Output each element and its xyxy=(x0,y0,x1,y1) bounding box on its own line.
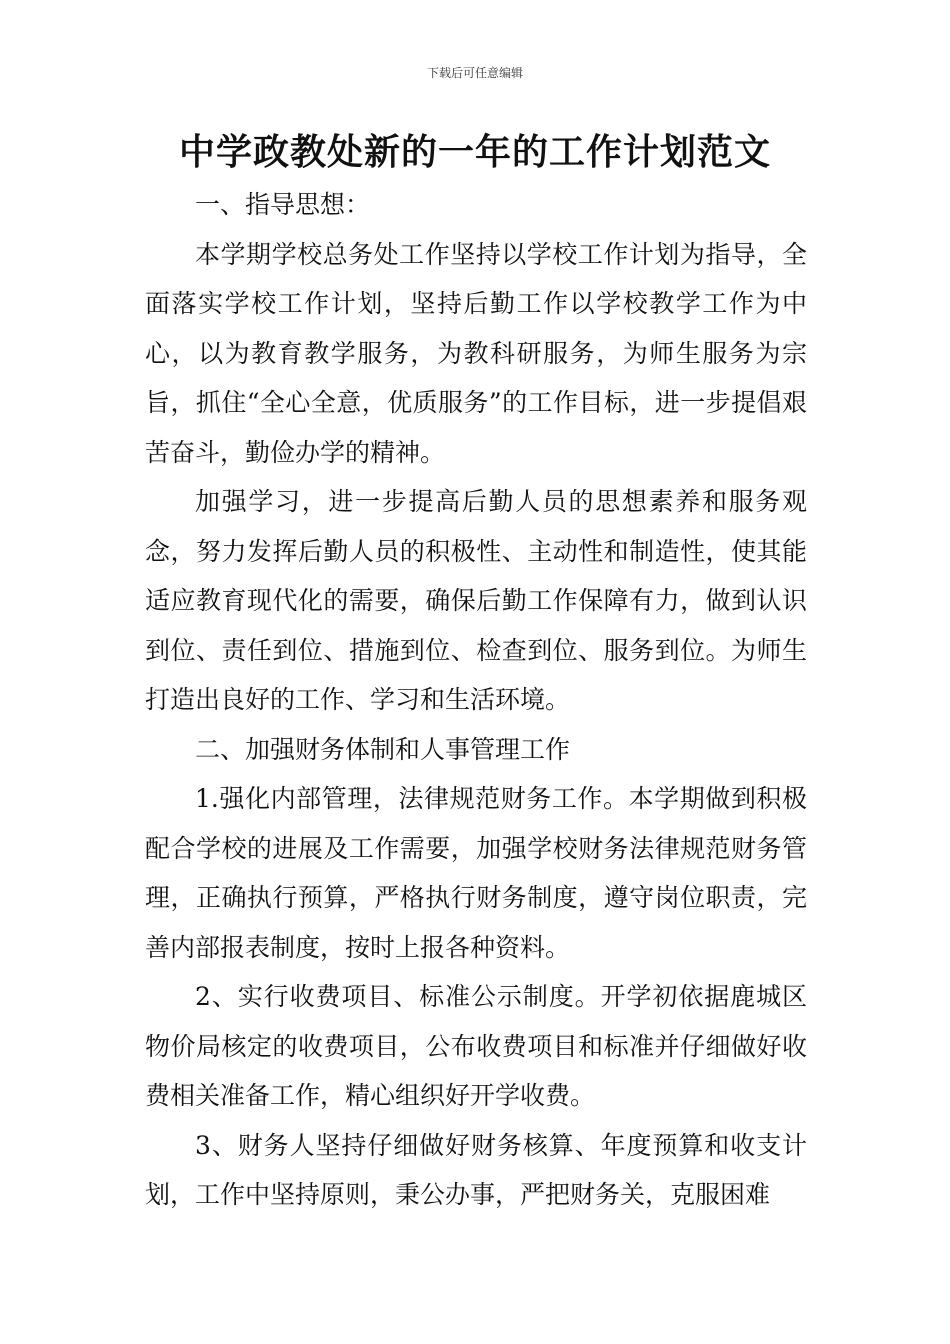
header-note: 下载后可任意编辑 xyxy=(426,66,523,80)
document-title: 中学政教处新的一年的工作计划范文 xyxy=(178,132,771,173)
paragraph: 加强学习，进一步提高后勤人员的思想素养和服务观念，努力发挥后勤人员的积极性、主动性和制造性，使其能适应教育现代化的需要，确保后勤工作保障有力，做到认识到位、责任到位、措施到位、检查到位、服务到位。为师生打造出良好的工作、学习和生活环境。 xyxy=(145,487,807,714)
paragraph: 1.强化内部管理，法律规范财务工作。本学期做到积极配合学校的进展及工作需要，加强学校财务法律规范财务管理，正确执行预算，严格执行财务制度，遵守岗位职责，完善内部报表制度，按时上报各种资料。 xyxy=(145,784,807,962)
paragraph: 本学期学校总务处工作坚持以学校工作计划为指导，全面落实学校工作计划，坚持后勤工作以学校教学工作为中心，以为教育教学服务，为教科研服务，为师生服务为宗旨，抓住“全心全意，优质服务”的工作目标，进一步提倡艰苦奋斗，勤俭办学的精神。 xyxy=(145,239,807,467)
paragraph: 3、财务人坚持仔细做好财务核算、年度预算和收支计划，工作中坚持原则，秉公办事，严把财务关，克服困难 xyxy=(145,1130,807,1209)
paragraph: 2、实行收费项目、标准公示制度。开学初依据鹿城区物价局核定的收费项目，公布收费项目和标准并仔细做好收费相关准备工作，精心组织好开学收费。 xyxy=(145,982,807,1110)
section-heading-guiding-ideology: 一、指导思想： xyxy=(195,190,371,219)
section-heading-finance-personnel: 二、加强财务体制和人事管理工作 xyxy=(195,734,571,764)
document-body xyxy=(145,180,807,1220)
